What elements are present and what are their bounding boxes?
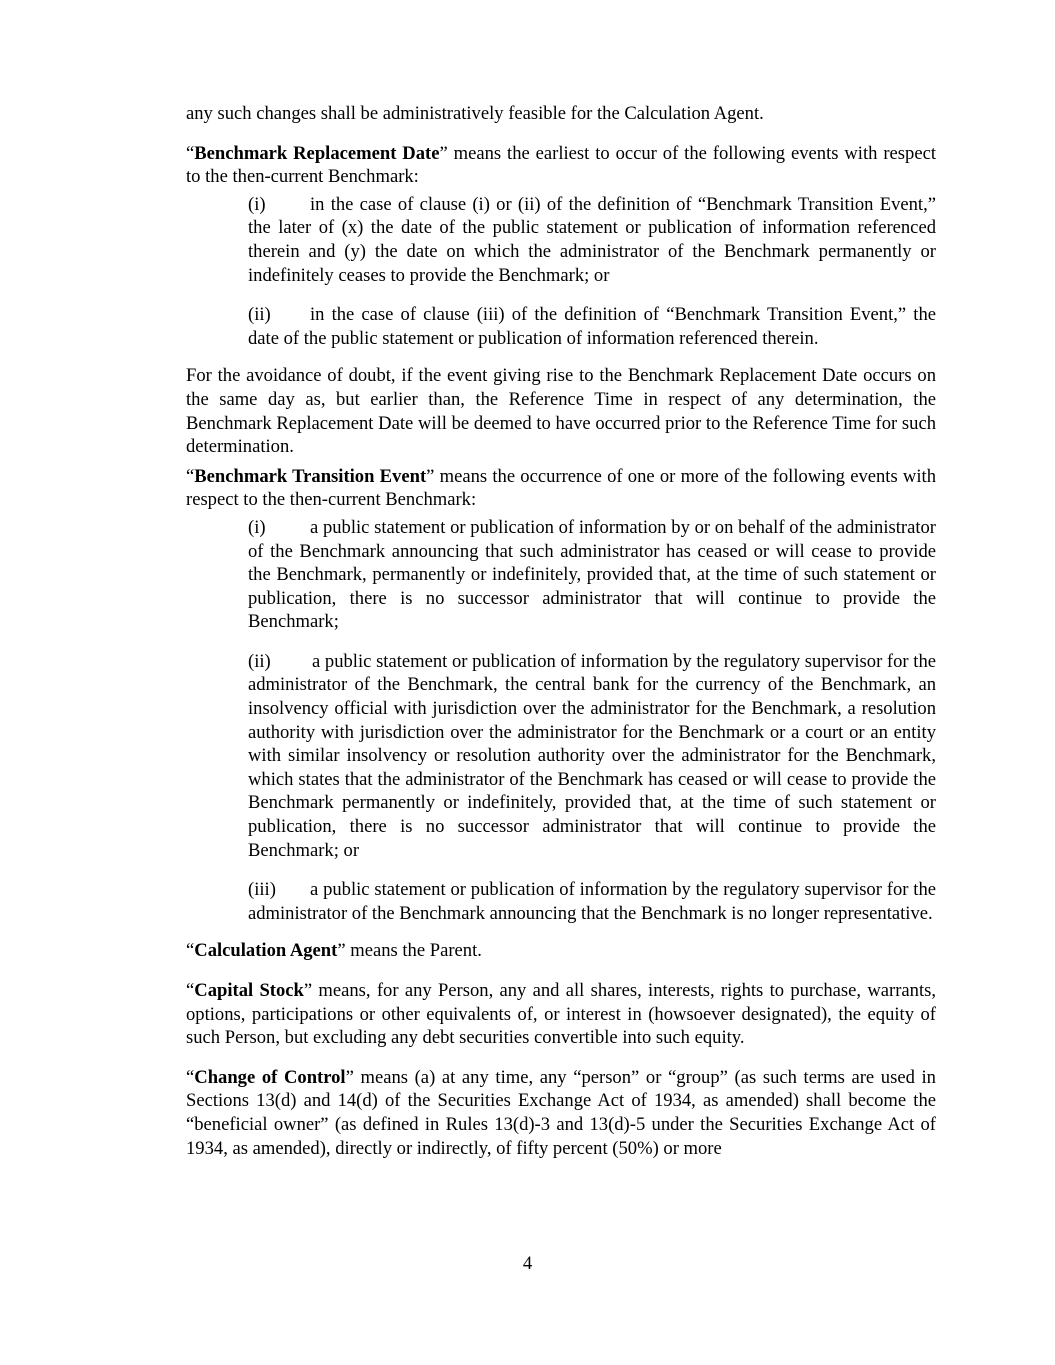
list-item [248,650,936,862]
open-quote: “ [186,980,195,1001]
list-item [248,516,936,634]
item-number: (iii) [248,879,276,901]
list-item [248,193,936,287]
item-number: (ii) [248,650,271,672]
intro-paragraph: any such changes shall be administratively feasible for the Calculation Agent. [186,103,764,124]
item-number: (i) [248,193,266,215]
definition-calculation-agent [186,939,936,963]
open-quote: “ [186,142,195,164]
defined-term: Benchmark Transition Event [194,465,427,487]
definition-text: ” means the Parent. [337,940,482,962]
page-number: 4 [522,1253,533,1274]
item-text: in the case of clause (iii) of the definition of “Benchmark Transition Event,” the date of the public statement or publication of information referenced therein. [248,304,936,349]
item-number: (i) [248,516,266,538]
definition-text: ” means (a) at any time, any “person” or “group” (as such terms are used in Sections 13(d) and 14(d) of the Securities Exchange Act of 1934, as amended) shall become the “beneficial owner” (as defined in Rules 13(d)-3 and 13(d)-5 under the Securities Exchange Act of 1934, as amended), directly or indirectly, of fifty percent (50%) or more [186,1066,936,1159]
item-text: in the case of clause (i) or (ii) of the definition of “Benchmark Transition Event,” the later of (x) the date of the public statement or publication of information referenced therein and (y) the date on which the administrator of the Benchmark permanently or indefinitely ceases to provide the Benchmark; or [248,193,936,286]
defined-term: Calculation Agent [194,940,338,962]
item-number: (ii) [248,304,271,326]
open-quote: “ [186,465,195,487]
item-text: a public statement or publication of information by or on behalf of the administrator of the Benchmark announcing that such administrator has ceased or will cease to provide the Benchmark, permanently or indefinitely, provided that, at the time of such statement or publication, there is no successor administrator that will continue to provide the Benchmark; [248,516,936,633]
document-page [186,102,936,1164]
definition-text: ” means, for any Person, any and all shares, interests, rights to purchase, warrants, options, participations or other equivalents of, or interest in (howsoever designated), the equity of such Person, but excluding any debt securities convertible into such equity. [186,980,936,1049]
definition-benchmark-replacement-date [186,142,936,189]
defined-term: Change of Control [194,1066,346,1088]
defined-term: Benchmark Replacement Date [194,142,440,164]
definition-text: ” means the earliest to occur of the following events with respect to the then-current Benchmark: [186,142,936,188]
list-item [248,303,936,350]
item-text: a public statement or publication of information by the regulatory supervisor for the administrator of the Benchmark, the central bank for the currency of the Benchmark, an insolvency official with jurisdiction over the administrator for the Benchmark, a resolution authority with jurisdiction over the administrator for the Benchmark or a court or an entity with similar insolvency or resolution authority over the administrator for the Benchmark, which states that the administrator of the Benchmark has ceased or will cease to provide the Benchmark permanently or indefinitely, provided that, at the time of such statement or publication, there is no successor administrator that will continue to provide the Benchmark; or [248,650,936,861]
open-quote: “ [186,1066,195,1088]
definition-capital-stock [186,979,936,1050]
definition-benchmark-transition-event [186,465,936,512]
list-item [248,878,936,925]
definition-text: ” means the occurrence of one or more of the following events with respect to the then-current Benchmark: [186,465,936,511]
open-quote: “ [186,940,195,962]
definition-change-of-control [186,1066,936,1160]
defined-term: Capital Stock [194,980,304,1001]
avoidance-of-doubt-paragraph: For the avoidance of doubt, if the event giving rise to the Benchmark Replacement Date occurs on the same day as, but earlier than, the Reference Time in respect of any determination, the Benchmark Replacement Date will be deemed to have occurred prior to the Reference Time for such determination. [186,365,936,458]
item-text: a public statement or publication of information by the regulatory supervisor for the administrator of the Benchmark announcing that the Benchmark is no longer representative. [248,879,936,924]
